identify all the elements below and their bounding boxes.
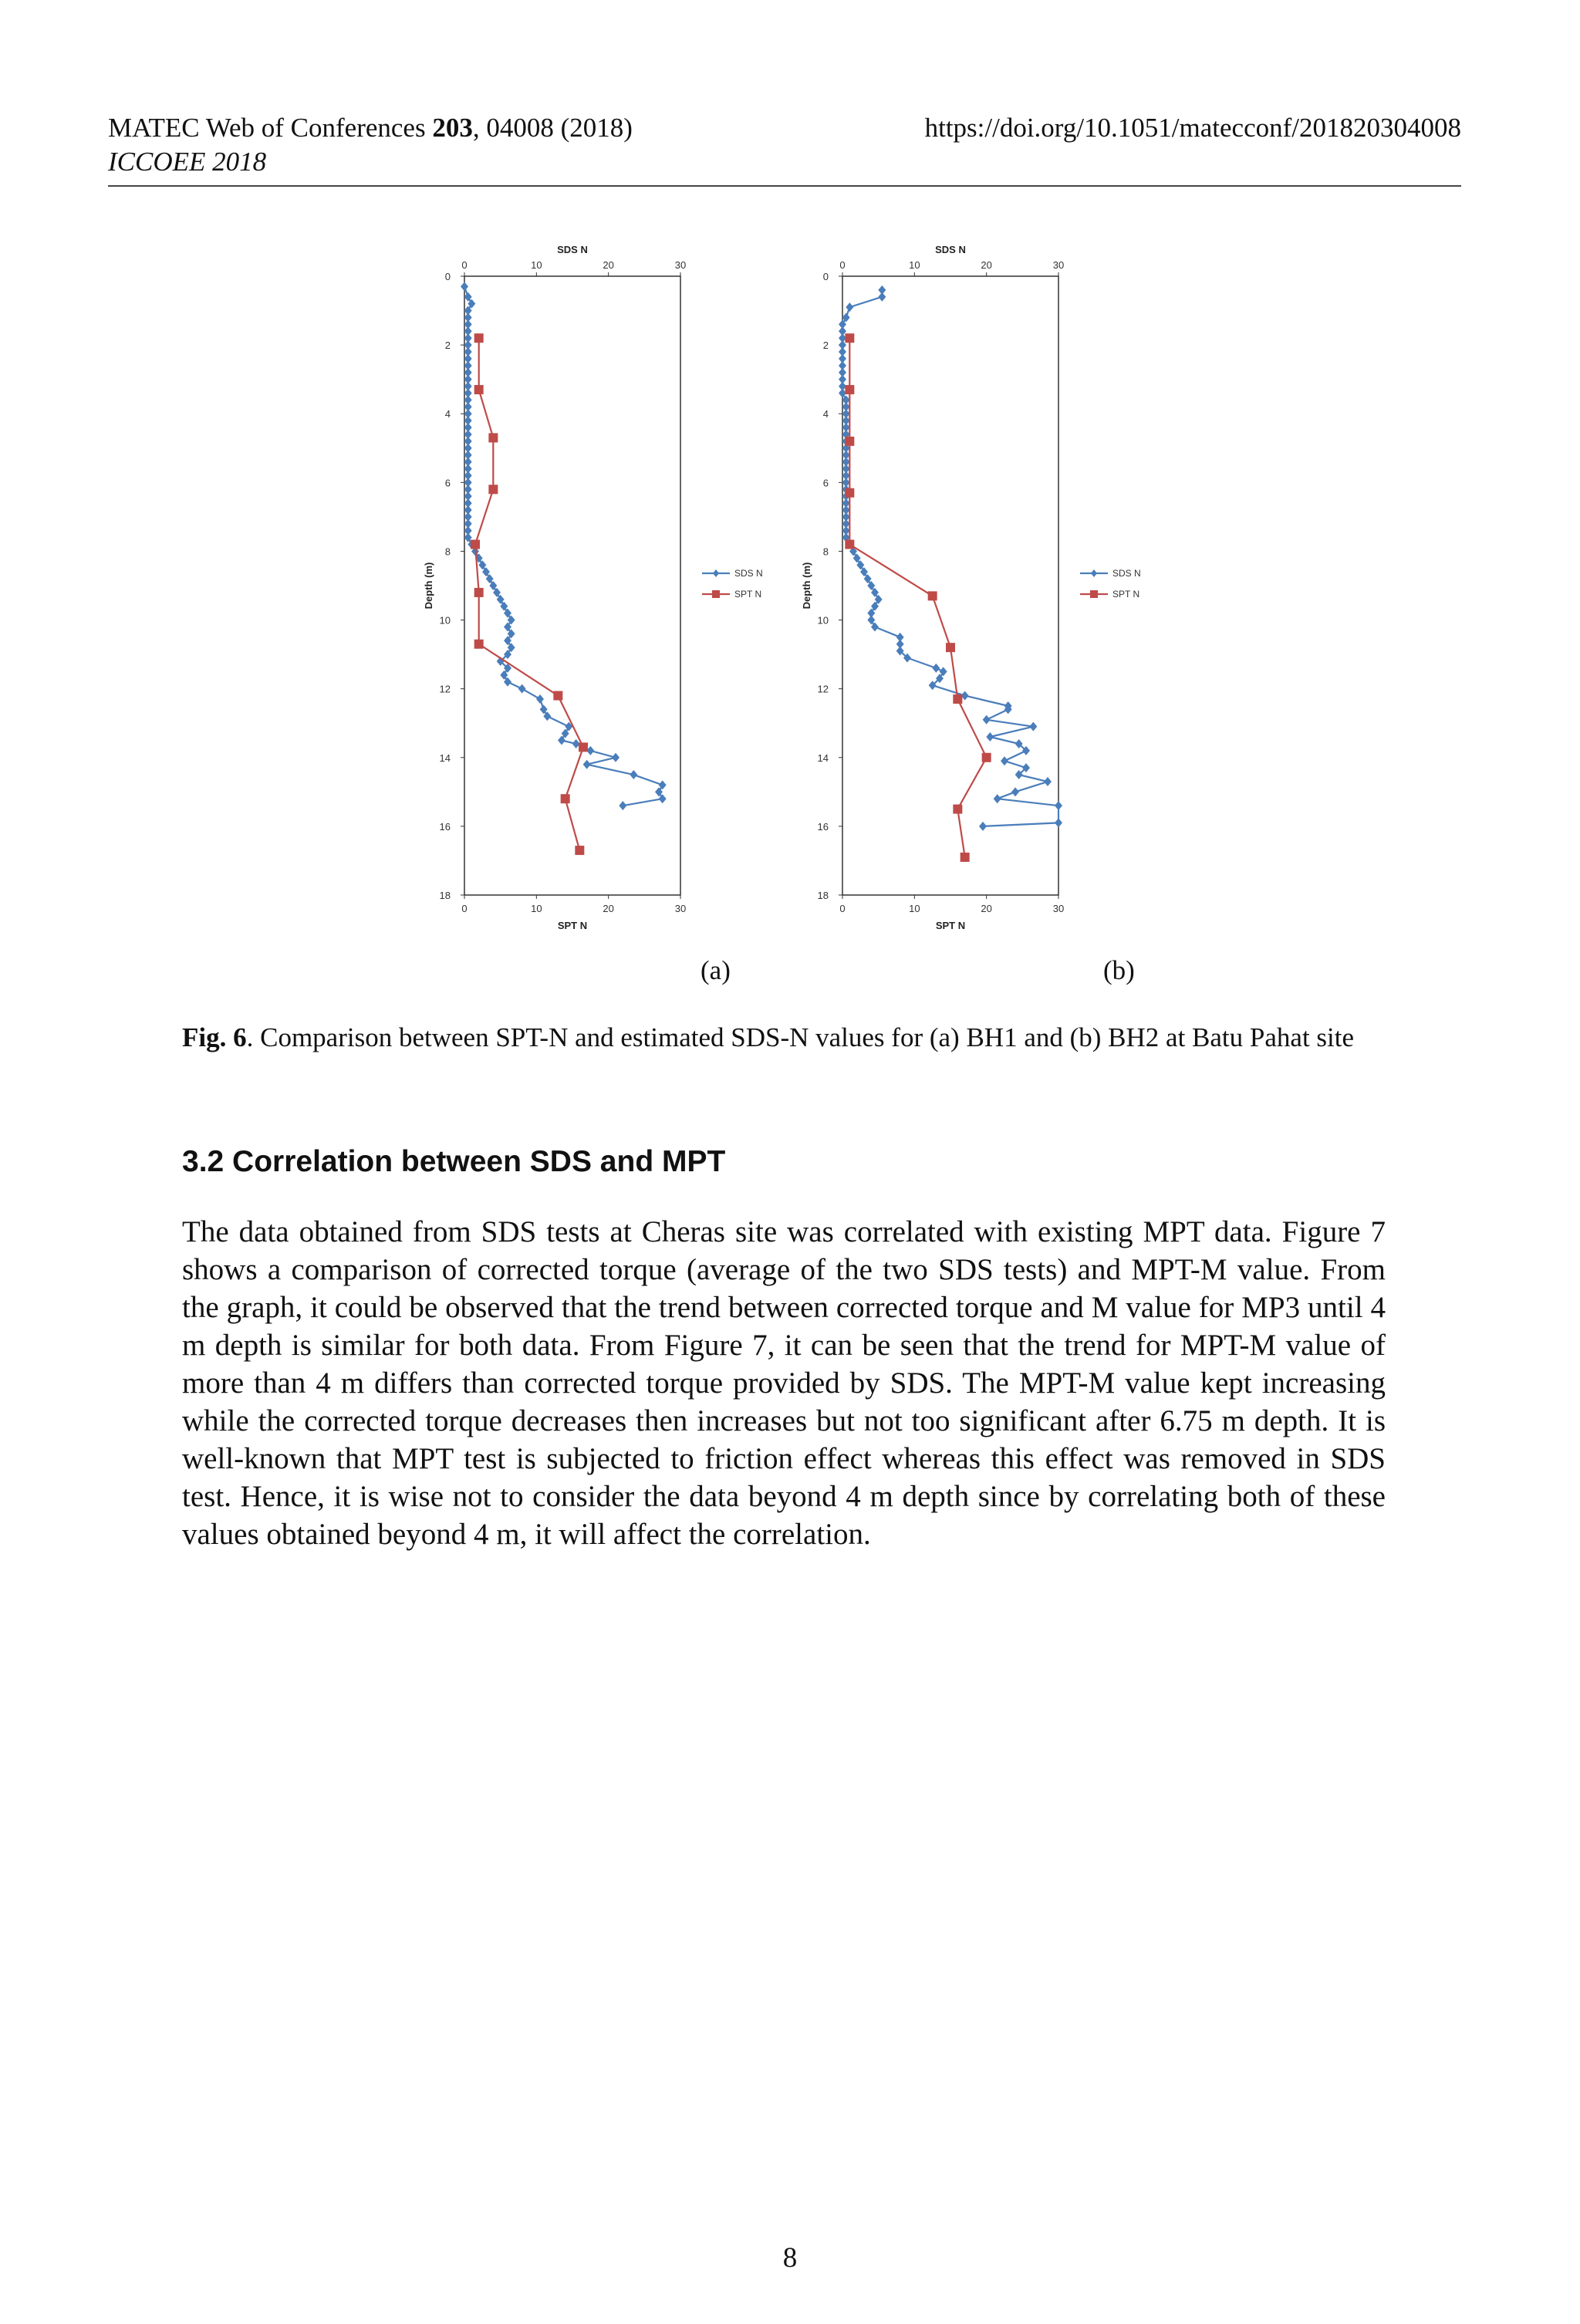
y-axis-title: Depth (m): [801, 562, 812, 610]
sds-n-point: [489, 581, 497, 590]
sds-n-point: [994, 794, 1001, 803]
x-top-axis-title: SDS N: [557, 244, 588, 255]
x-top-tick-label: 30: [674, 259, 687, 271]
sds-n-legend-marker: [1091, 569, 1097, 577]
sds-n-point: [478, 560, 486, 569]
spt-n-point: [474, 588, 484, 597]
y-tick-label: 0: [822, 271, 829, 282]
spt-n-point: [928, 591, 937, 600]
sds-n-point: [1055, 818, 1062, 827]
sds-n-point: [659, 794, 667, 803]
sds-n-point: [508, 643, 515, 652]
spt-n-legend-label: SPT N: [734, 589, 762, 600]
sds-n-point: [562, 729, 569, 738]
y-tick-label: 2: [822, 339, 829, 352]
spt-n-series-line: [475, 338, 583, 850]
subfigure-label-a: (a): [701, 955, 731, 985]
sds-n-point: [486, 574, 494, 583]
x-bottom-axis-title: SPT N: [935, 920, 966, 931]
sds-n-point: [543, 711, 551, 721]
sds-n-point: [842, 312, 850, 322]
x-bottom-tick-label: 0: [461, 903, 468, 914]
sds-n-series-line: [842, 290, 1058, 826]
figure-caption-text: . Comparison between SPT-N and estimated SDS-N values for (a) BH1 and (b) BH2 at Batu Pahat site: [246, 1022, 1355, 1052]
sds-n-legend-marker: [713, 569, 719, 577]
y-tick-label: 6: [444, 477, 451, 489]
sds-n-point: [856, 560, 864, 569]
spt-n-point: [946, 643, 955, 652]
sds-n-point: [853, 553, 861, 562]
y-tick-label: 14: [817, 752, 829, 764]
y-tick-label: 12: [817, 683, 829, 695]
x-top-tick-label: 10: [909, 259, 920, 271]
y-tick-label: 6: [822, 477, 829, 489]
sds-n-point: [1011, 787, 1019, 796]
sds-n-point: [504, 636, 511, 645]
sds-n-series-line: [464, 286, 663, 806]
chart-bh2: [787, 231, 1219, 957]
y-tick-label: 10: [817, 614, 829, 627]
x-top-tick-label: 0: [839, 259, 846, 271]
y-tick-label: 4: [444, 408, 451, 421]
page-number: 8: [782, 2242, 798, 2274]
spt-n-point: [474, 385, 484, 394]
subfigure-label-b: (b): [1103, 955, 1135, 985]
sds-n-point: [871, 588, 879, 597]
x-top-tick-label: 0: [461, 259, 468, 271]
sds-n-point: [1055, 801, 1062, 810]
y-tick-label: 10: [439, 614, 451, 627]
sds-n-point: [871, 602, 879, 611]
spt-n-point: [845, 540, 854, 549]
sds-n-point: [867, 616, 875, 625]
y-tick-label: 16: [439, 820, 451, 833]
figure-caption-label: Fig. 6: [182, 1022, 247, 1052]
y-tick-label: 16: [817, 820, 829, 833]
spt-n-point: [579, 742, 588, 752]
y-tick-label: 8: [822, 546, 829, 558]
sds-n-point: [619, 801, 626, 810]
sds-n-legend-label: SDS N: [1112, 568, 1141, 579]
spt-n-point: [960, 853, 970, 862]
sds-n-point: [979, 822, 987, 831]
x-top-tick-label: 10: [531, 259, 542, 271]
sds-n-point: [508, 629, 515, 638]
y-tick-label: 8: [444, 546, 451, 558]
spt-n-point: [471, 540, 480, 549]
sds-n-point: [536, 694, 544, 704]
sds-n-point: [504, 622, 511, 631]
y-tick-label: 18: [439, 890, 451, 901]
sds-n-point: [1001, 756, 1008, 765]
spt-n-point: [845, 333, 854, 343]
chart-bh1: [409, 231, 841, 957]
sds-n-legend-label: SDS N: [734, 568, 763, 579]
spt-n-point: [561, 794, 570, 803]
sds-n-point: [493, 588, 501, 597]
x-bottom-axis-title: SPT N: [557, 920, 588, 931]
x-top-tick-label: 20: [603, 259, 614, 271]
spt-n-point: [474, 333, 484, 343]
doi-link[interactable]: https://doi.org/10.1051/matecconf/201820304008: [924, 113, 1461, 143]
figure-caption: [182, 1021, 1386, 1055]
sds-n-point: [518, 684, 526, 694]
sds-n-point: [878, 292, 886, 302]
spt-n-point: [845, 385, 854, 394]
sds-n-point: [468, 299, 475, 309]
spt-n-point: [982, 753, 991, 762]
sds-n-point: [612, 753, 620, 762]
sds-n-point: [655, 787, 663, 796]
y-tick-label: 2: [444, 339, 451, 352]
sds-n-point: [630, 770, 637, 779]
sds-n-point: [497, 595, 505, 604]
y-axis-title: Depth (m): [423, 562, 434, 610]
sds-n-point: [864, 574, 872, 583]
sds-n-point: [500, 671, 508, 680]
sds-n-point: [558, 736, 565, 745]
header-divider: [108, 185, 1461, 187]
sds-n-point: [1044, 777, 1052, 786]
sds-n-point: [871, 622, 879, 631]
sds-n-point: [983, 715, 991, 725]
sds-n-point: [540, 704, 548, 714]
x-bottom-tick-label: 10: [531, 903, 542, 914]
y-tick-label: 12: [439, 683, 451, 695]
sds-n-point: [583, 760, 591, 769]
sds-n-point: [875, 595, 883, 604]
sds-n-point: [860, 567, 868, 576]
x-bottom-tick-label: 30: [1052, 903, 1065, 914]
sds-n-point: [504, 677, 511, 687]
sds-n-point: [846, 302, 853, 312]
sds-n-point: [932, 664, 940, 673]
x-top-tick-label: 30: [1052, 259, 1065, 271]
spt-n-point: [575, 846, 584, 855]
spt-n-point: [474, 640, 484, 649]
spt-n-point: [953, 694, 962, 704]
x-bottom-tick-label: 10: [909, 903, 920, 914]
spt-n-point: [553, 691, 562, 701]
spt-n-legend-marker: [712, 590, 720, 598]
running-header-left: [108, 111, 633, 179]
x-bottom-tick-label: 30: [674, 903, 687, 914]
sds-n-point: [986, 732, 994, 741]
y-tick-label: 0: [444, 271, 451, 282]
sds-n-point: [500, 602, 508, 611]
x-top-tick-label: 20: [981, 259, 992, 271]
spt-n-point: [845, 437, 854, 446]
sds-n-point: [464, 292, 472, 302]
spt-n-legend-marker: [1090, 590, 1098, 598]
x-top-axis-title: SDS N: [935, 244, 966, 255]
sds-n-point: [659, 780, 667, 789]
sds-n-point: [1029, 722, 1037, 731]
spt-n-point: [845, 488, 854, 498]
spt-n-point: [953, 805, 962, 814]
y-tick-label: 14: [439, 752, 451, 764]
y-tick-label: 18: [817, 890, 829, 901]
journal-line: MATEC Web of Conferences 203, 04008 (2018): [108, 113, 633, 143]
sds-n-point: [940, 667, 947, 676]
spt-n-legend-label: SPT N: [1112, 589, 1140, 600]
conference-name: ICCOEE 2018: [108, 147, 267, 177]
x-bottom-tick-label: 20: [981, 903, 992, 914]
spt-n-point: [488, 433, 498, 442]
spt-n-point: [488, 485, 498, 494]
section-heading: 3.2 Correlation between SDS and MPT: [182, 1145, 726, 1178]
sds-n-point: [867, 581, 875, 590]
sds-n-point: [482, 567, 490, 576]
sds-n-point: [461, 282, 468, 291]
body-paragraph: The data obtained from SDS tests at Cheras site was correlated with existing MPT data. Figure 7 shows a comparison of corrected torque (average of the two SDS tests) and MPT-M value. From the graph, it could be observed that the trend between corrected torque and M value for MP3 until 4 m depth is similar for both data. From Figure 7, it can be seen that the trend for MPT-M value of more than 4 m differs than corrected torque provided by SDS. The MPT-M value kept increasing while the corrected torque decreases then increases but not too significant after 6.75 m depth. It is well-known that MPT test is subjected to friction effect whereas this effect was removed in SDS test. Hence, it is wise not to consider the data beyond 4 m depth since by correlating both of these values obtained beyond 4 m, it will affect the correlation.: [182, 1215, 1386, 1551]
sds-n-point: [504, 609, 511, 618]
x-bottom-tick-label: 0: [839, 903, 846, 914]
x-bottom-tick-label: 20: [603, 903, 614, 914]
spt-n-series-line: [849, 338, 986, 857]
sds-n-point: [508, 616, 515, 625]
y-tick-label: 4: [822, 408, 829, 421]
